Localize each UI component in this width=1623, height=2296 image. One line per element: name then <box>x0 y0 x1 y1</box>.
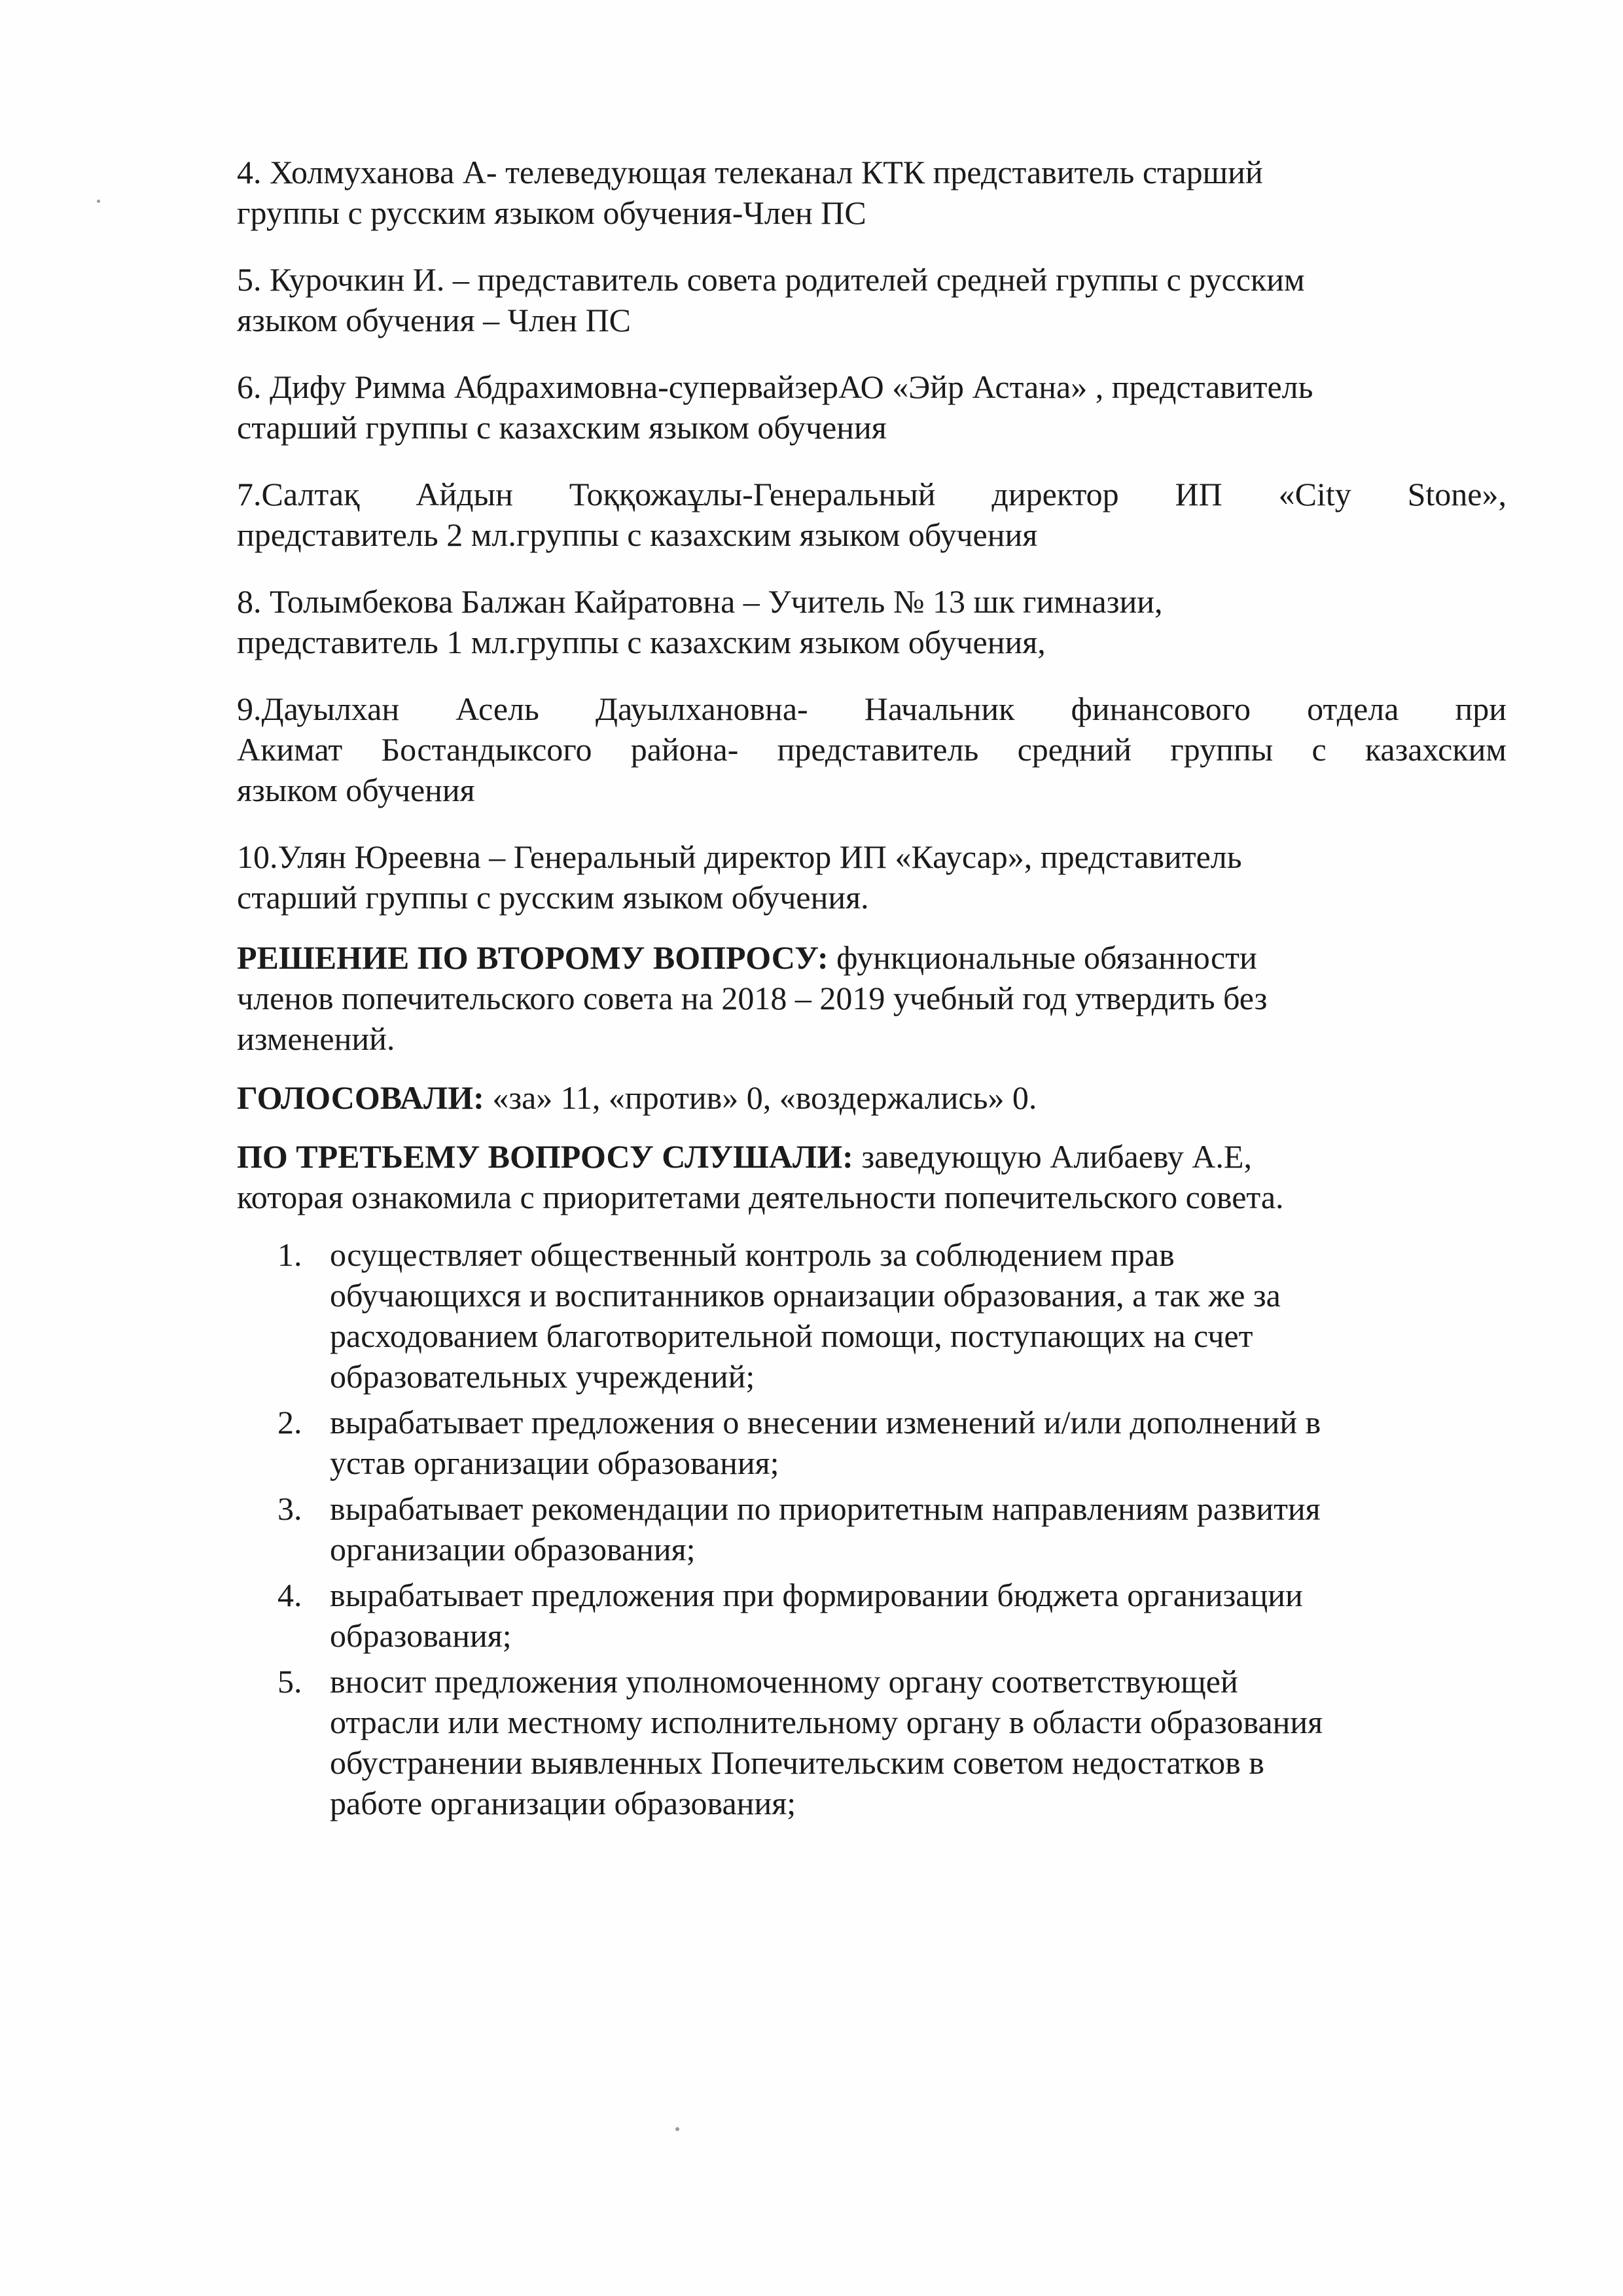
third-question-heading: ПО ТРЕТЬЕМУ ВОПРОСУ СЛУШАЛИ: <box>237 1138 853 1175</box>
vote-result: ГОЛОСОВАЛИ: «за» 11, «против» 0, «воздержались» 0. <box>237 1079 1037 1116</box>
priority-item: 1. осуществляет общественный контроль за соблюдением прав обучающихся и воспитанников орнаизации образования, а так же за расходованием благотворительной помощи, поступающих на счет образовательных учреждений; <box>277 1236 1281 1395</box>
member-item: 5. Курочкин И. – представитель совета родителей средней группы с русским языком обучения – Член ПС <box>237 261 1305 338</box>
member-item: 6. Дифу Римма Абдрахимовна-супервайзерАО «Эйр Астана» , представитель старший группы с казахским языком обучения <box>237 368 1313 446</box>
decision-second-question: РЕШЕНИЕ ПО ВТОРОМУ ВОПРОСУ: функциональные обязанности членов попечительского совета на 2018 – 2019 учебный год утвердить без изменений. <box>237 939 1268 1057</box>
document-body <box>237 152 1507 1829</box>
member-item: 4. Холмуханова А- телеведующая телеканал КТК представитель старший группы с русским языком обучения-Член ПС <box>237 154 1263 231</box>
member-item: 10.Улян Юреевна – Генеральный директор ИП «Каусар», представитель старший группы с русским языком обучения. <box>237 838 1242 916</box>
priority-item: 3. вырабатывает рекомендации по приоритетным направлениям развития организации образования; <box>277 1490 1321 1568</box>
scan-speck <box>675 2127 679 2131</box>
priority-item: 5. вносит предложения уполномоченному органу соответствующей отрасли или местному исполнительному органу в области образования обустранении выявленных Попечительским советом недостатков в работе организации образования; <box>277 1663 1323 1821</box>
priority-item: 4. вырабатывает предложения при формировании бюджета организации образования; <box>277 1577 1303 1654</box>
member-item: 9.Дауылхан Асель Дауылхановна- Начальник финансового отдела при Акимат Бостандыксого района- представитель средний группы с казахским языком обучения <box>237 691 1507 808</box>
member-item: 8. Толымбекова Балжан Кайратовна – Учитель № 13 шк гимназии, представитель 1 мл.группы с казахским языком обучения, <box>237 583 1163 660</box>
scan-speck <box>97 200 100 203</box>
priorities-list <box>237 1234 1507 1823</box>
third-question: ПО ТРЕТЬЕМУ ВОПРОСУ СЛУШАЛИ: заведующую Алибаеву А.Е, которая ознакомила с приоритетами деятельности попечительского совета. <box>237 1138 1284 1215</box>
vote-heading: ГОЛОСОВАЛИ: <box>237 1079 484 1116</box>
decision-heading: РЕШЕНИЕ ПО ВТОРОМУ ВОПРОСУ: <box>237 939 829 976</box>
member-item: 7.Салтақ Айдын Тоққожаұлы-Генеральный директор ИП «City Stone», представитель 2 мл.группы с казахским языком обучения <box>237 476 1507 553</box>
priority-item: 2. вырабатывает предложения о внесении изменений и/или дополнений в устав организации образования; <box>277 1404 1321 1481</box>
